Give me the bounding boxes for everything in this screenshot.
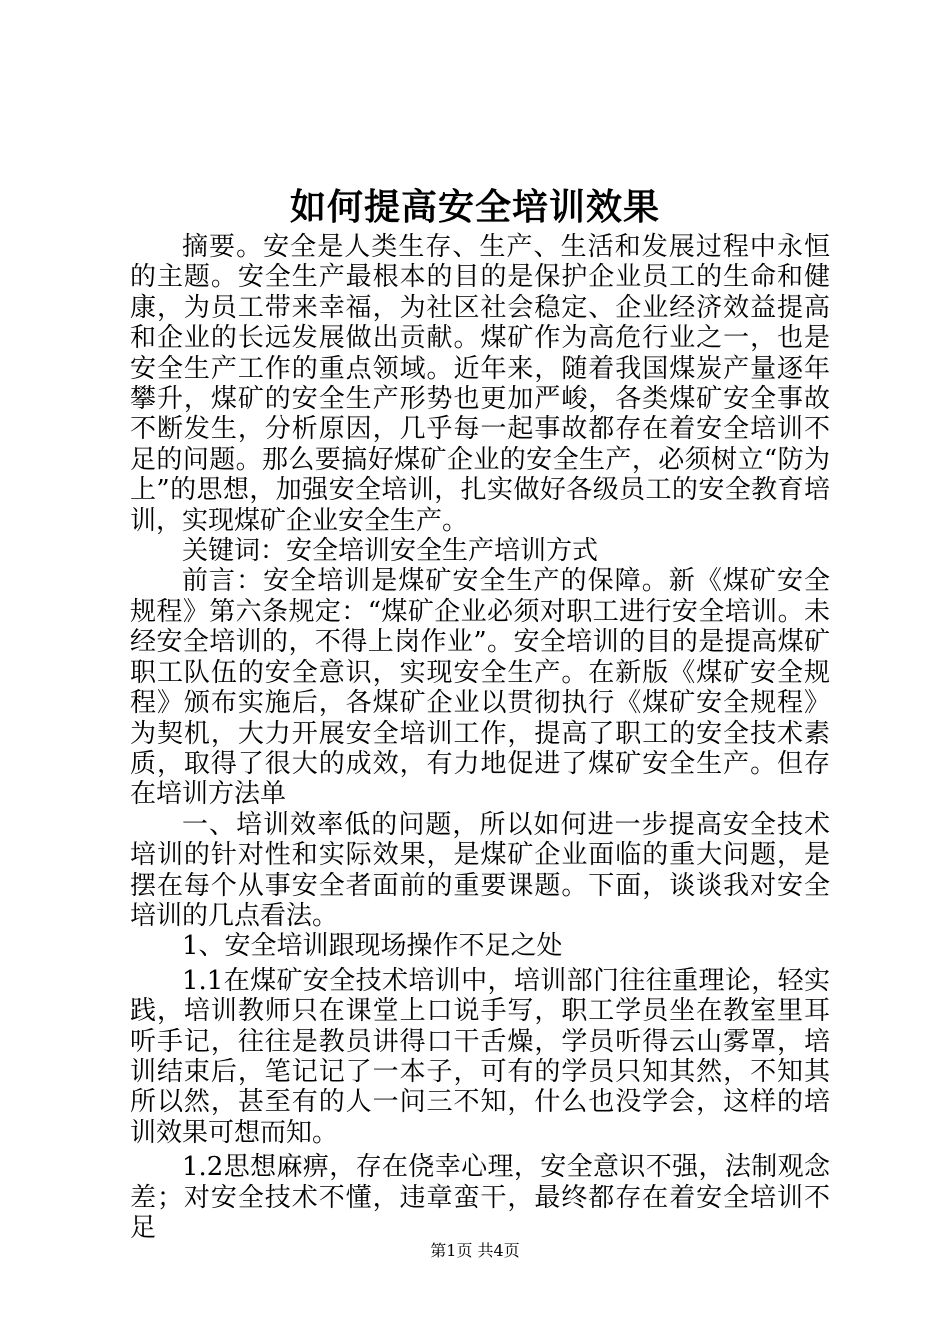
document-body: [130, 232, 830, 1243]
section-one-paragraph: 一、培训效率低的问题，所以如何进一步提高安全技术培训的针对性和实际效果，是煤矿企业面临的重大问题，是摆在每个从事安全者面前的重要课题。下面，谈谈我对安全培训的几点看法。: [130, 809, 830, 931]
page-footer: 第1页 共4页: [430, 1241, 520, 1260]
preface-paragraph: 前言：安全培训是煤矿安全生产的保障。新《煤矿安全规程》第六条规定：“煤矿企业必须对职工进行安全培训。未经安全培训的，不得上岗作业”。安全培训的目的是提高煤矿职工队伍的安全意识，实现安全生产。在新版《煤矿安全规程》颁布实施后，各煤矿企业以贯彻执行《煤矿安全规程》为契机，大力开展安全培训工作，提高了职工的安全技术素质，取得了很大的成效，有力地促进了煤矿安全生产。但存在培训方法单: [130, 566, 830, 810]
keywords-paragraph: 关键词：安全培训安全生产培训方式: [182, 536, 599, 567]
subsection-1-1-paragraph: 1.1在煤矿安全技术培训中，培训部门往往重理论，轻实践，培训教师只在课堂上口说手写，职工学员坐在教室里耳听手记，往往是教员讲得口干舌燥，学员听得云山雾罩，培训结束后，笔记记了一本子，可有的学员只知其然，不知其所以然，甚至有的人一问三不知，什么也没学会，这样的培训效果可想而知。: [130, 965, 830, 1148]
abstract-paragraph: 摘要。安全是人类生存、生产、生活和发展过程中永恒的主题。安全生产最根本的目的是保护企业员工的生命和健康，为员工带来幸福，为社区社会稳定、企业经济效益提高和企业的长远发展做出贡献。煤矿作为高危行业之一，也是安全生产工作的重点领域。近年来，随着我国煤炭产量逐年攀升，煤矿的安全生产形势也更加严峻，各类煤矿安全事故不断发生，分析原因，几乎每一起事故都存在着安全培训不足的问题。那么要搞好煤矿企业的安全生产，必须树立“防为上”的思想，加强安全培训，扎实做好各级员工的安全教育培训，实现煤矿企业安全生产。: [130, 232, 830, 536]
subsection-1-2-paragraph: 1.2思想麻痹，存在侥幸心理，安全意识不强，法制观念差；对安全技术不懂，违章蛮干，最终都存在着安全培训不足: [130, 1152, 830, 1243]
section-heading-1: 1、安全培训跟现场操作不足之处: [182, 931, 563, 962]
document-title: 如何提高安全培训效果: [289, 186, 660, 228]
